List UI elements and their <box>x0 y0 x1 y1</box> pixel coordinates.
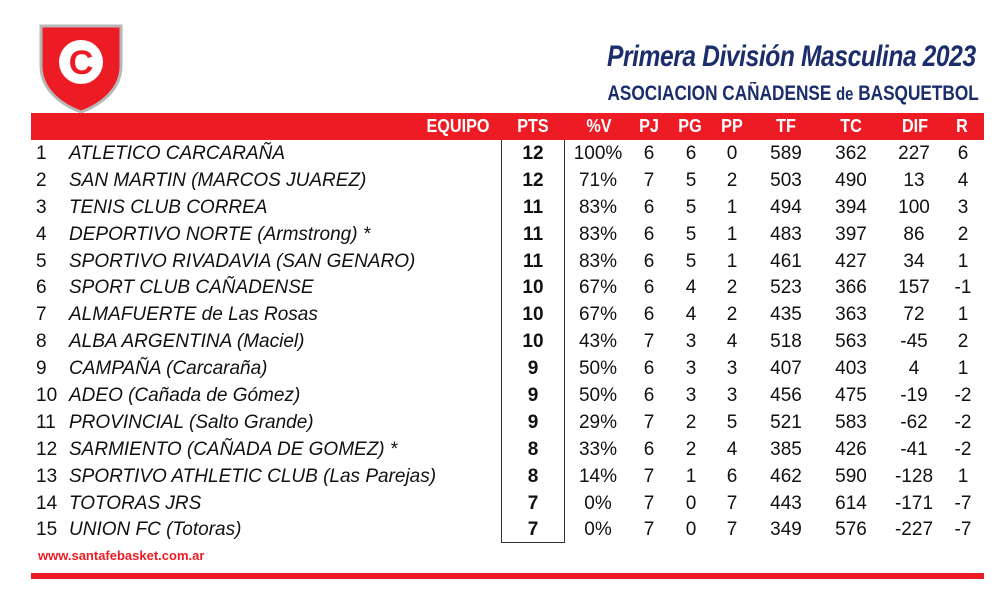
games-lost: 3 <box>726 385 738 407</box>
point-difference: 4 <box>908 358 920 380</box>
position: 5 <box>36 250 47 272</box>
games-lost: 4 <box>726 438 738 460</box>
team-name: ADEO (Cañada de Gómez) <box>69 385 301 407</box>
position: 7 <box>36 304 47 326</box>
points: 9 <box>527 411 539 433</box>
position: 9 <box>36 358 47 380</box>
games-played: 7 <box>643 465 655 487</box>
games-played: 7 <box>643 169 655 191</box>
points-for: 523 <box>770 277 802 299</box>
team-name: ALMAFUERTE de Las Rosas <box>69 304 318 326</box>
r-value: 6 <box>957 143 969 164</box>
games-played: 6 <box>643 277 655 299</box>
games-played: 7 <box>643 492 655 514</box>
point-difference: -41 <box>900 438 928 460</box>
points: 7 <box>527 492 539 514</box>
point-difference: -227 <box>894 519 934 541</box>
position: 8 <box>36 331 47 353</box>
r-value: 4 <box>957 169 969 191</box>
position: 12 <box>36 438 58 460</box>
subtitle-end: BASQUETBOL <box>858 82 979 105</box>
games-lost: 3 <box>726 358 738 380</box>
games-played: 7 <box>643 519 655 541</box>
points-for: 589 <box>770 143 802 164</box>
position: 6 <box>36 277 47 299</box>
games-won: 4 <box>685 304 697 326</box>
games-won: 5 <box>685 250 697 272</box>
points: 12 <box>522 169 544 191</box>
win-percentage: 29% <box>578 411 618 433</box>
games-won: 6 <box>685 143 697 164</box>
points-against: 426 <box>835 438 867 460</box>
points-against: 576 <box>835 519 867 541</box>
position: 15 <box>36 519 58 541</box>
table-row <box>0 436 1004 463</box>
point-difference: 72 <box>903 304 925 326</box>
table-row <box>0 409 1004 436</box>
games-won: 5 <box>685 196 697 218</box>
games-played: 6 <box>643 438 655 460</box>
r-value: 3 <box>957 196 969 218</box>
points-for: 456 <box>770 385 802 407</box>
games-lost: 1 <box>726 196 738 218</box>
games-won: 5 <box>685 223 697 245</box>
col-pj: PJ <box>639 116 659 136</box>
games-played: 7 <box>643 331 655 353</box>
win-percentage: 83% <box>578 196 618 218</box>
team-name: ATLETICO CARCARAÑA <box>69 143 286 164</box>
position: 2 <box>36 169 47 191</box>
r-value: -2 <box>954 411 972 433</box>
team-name: SAN MARTIN (MARCOS JUAREZ) <box>69 169 367 191</box>
points: 8 <box>527 465 539 487</box>
games-lost: 2 <box>726 277 738 299</box>
points-for: 349 <box>770 519 802 541</box>
points-against: 475 <box>835 385 867 407</box>
win-percentage: 0% <box>584 492 612 514</box>
games-lost: 6 <box>726 465 738 487</box>
r-value: 2 <box>957 331 969 353</box>
points: 11 <box>522 223 544 245</box>
r-value: 1 <box>957 304 969 326</box>
win-percentage: 83% <box>578 250 618 272</box>
team-name: SPORTIVO RIVADAVIA (SAN GENARO) <box>69 250 416 272</box>
standings-table <box>0 140 1004 543</box>
games-played: 6 <box>643 358 655 380</box>
win-percentage: 67% <box>578 304 618 326</box>
position: 4 <box>36 223 47 245</box>
r-value: 1 <box>957 250 969 272</box>
club-shield-logo <box>38 22 124 114</box>
games-played: 7 <box>643 411 655 433</box>
r-value: -1 <box>954 277 972 299</box>
point-difference: 100 <box>898 196 930 218</box>
games-lost: 0 <box>726 143 738 164</box>
games-won: 4 <box>685 277 697 299</box>
win-percentage: 71% <box>578 169 618 191</box>
table-row <box>0 382 1004 409</box>
games-played: 6 <box>643 196 655 218</box>
team-name: SARMIENTO (CAÑADA DE GOMEZ) * <box>69 438 398 460</box>
point-difference: -62 <box>900 411 928 433</box>
position: 3 <box>36 196 47 218</box>
col-tc: TC <box>840 116 862 136</box>
games-lost: 2 <box>726 304 738 326</box>
win-percentage: 83% <box>578 223 618 245</box>
points: 12 <box>522 143 544 164</box>
games-lost: 1 <box>726 223 738 245</box>
table-header <box>31 113 984 140</box>
team-name: TENIS CLUB CORREA <box>69 196 268 218</box>
points-for: 443 <box>770 492 802 514</box>
points: 10 <box>522 277 544 299</box>
table-row <box>0 274 1004 301</box>
games-played: 6 <box>643 304 655 326</box>
points-for: 503 <box>770 169 802 191</box>
games-won: 2 <box>685 438 697 460</box>
position: 14 <box>36 492 58 514</box>
r-value: -2 <box>954 385 972 407</box>
points: 9 <box>527 358 539 380</box>
page-subtitle <box>608 82 979 106</box>
team-name: UNION FC (Totoras) <box>69 519 242 541</box>
win-percentage: 50% <box>578 358 618 380</box>
team-name: PROVINCIAL (Salto Grande) <box>69 411 314 433</box>
r-value: -2 <box>954 438 972 460</box>
footer-bar <box>31 573 984 579</box>
games-lost: 7 <box>726 519 738 541</box>
games-lost: 5 <box>726 411 738 433</box>
points-against: 362 <box>835 143 867 164</box>
points-against: 590 <box>835 465 867 487</box>
r-value: 1 <box>957 358 969 380</box>
table-row <box>0 463 1004 490</box>
points: 10 <box>522 331 544 353</box>
subtitle-main: ASOCIACION CAÑADENSE <box>607 82 832 105</box>
col-pct: %V <box>586 116 612 136</box>
position: 11 <box>36 411 56 433</box>
point-difference: 86 <box>903 223 925 245</box>
table-row <box>0 248 1004 275</box>
point-difference: -171 <box>894 492 934 514</box>
col-r: R <box>956 116 968 136</box>
points-against: 583 <box>835 411 867 433</box>
points-for: 462 <box>770 465 802 487</box>
points-against: 427 <box>835 250 867 272</box>
points-against: 563 <box>835 331 867 353</box>
win-percentage: 0% <box>584 519 612 541</box>
col-tf: TF <box>776 116 796 136</box>
col-pg: PG <box>678 116 702 136</box>
position: 1 <box>36 143 47 164</box>
points-for: 494 <box>770 196 802 218</box>
team-name: CAMPAÑA (Carcaraña) <box>69 358 268 380</box>
games-played: 6 <box>643 223 655 245</box>
points-for: 461 <box>770 250 802 272</box>
point-difference: -128 <box>894 465 934 487</box>
team-name: SPORT CLUB CAÑADENSE <box>69 277 314 299</box>
win-percentage: 50% <box>578 385 618 407</box>
r-value: -7 <box>954 519 972 541</box>
games-won: 2 <box>685 411 697 433</box>
points-for: 407 <box>770 358 802 380</box>
point-difference: 34 <box>903 250 925 272</box>
win-percentage: 33% <box>578 438 618 460</box>
points-for: 521 <box>770 411 802 433</box>
win-percentage: 43% <box>578 331 618 353</box>
points-against: 363 <box>835 304 867 326</box>
games-won: 3 <box>685 331 697 353</box>
points-against: 397 <box>835 223 867 245</box>
games-played: 6 <box>643 250 655 272</box>
point-difference: 13 <box>903 169 925 191</box>
table-row <box>0 328 1004 355</box>
point-difference: -19 <box>900 385 928 407</box>
table-row <box>0 194 1004 221</box>
points-against: 490 <box>835 169 867 191</box>
points-for: 435 <box>770 304 802 326</box>
table-row <box>0 301 1004 328</box>
games-lost: 7 <box>726 492 738 514</box>
team-name: ALBA ARGENTINA (Maciel) <box>69 331 305 353</box>
col-equipo: EQUIPO <box>426 116 490 136</box>
games-won: 5 <box>685 169 697 191</box>
points: 7 <box>527 519 539 541</box>
points-against: 366 <box>835 277 867 299</box>
games-lost: 4 <box>726 331 738 353</box>
point-difference: 157 <box>898 277 930 299</box>
table-row <box>0 167 1004 194</box>
points-against: 403 <box>835 358 867 380</box>
website-link[interactable]: www.santafebasket.com.ar <box>38 548 205 563</box>
position: 10 <box>36 385 58 407</box>
team-name: DEPORTIVO NORTE (Armstrong) * <box>69 223 371 245</box>
games-played: 6 <box>643 385 655 407</box>
win-percentage: 14% <box>578 465 618 487</box>
col-pp: PP <box>721 116 743 136</box>
col-dif: DIF <box>901 116 929 136</box>
r-value: -7 <box>954 492 972 514</box>
points: 9 <box>527 385 539 407</box>
team-name: TOTORAS JRS <box>69 492 202 514</box>
points-for: 385 <box>770 438 802 460</box>
table-row <box>0 221 1004 248</box>
points-against: 614 <box>835 492 867 514</box>
r-value: 2 <box>957 223 969 245</box>
team-name: SPORTIVO ATHLETIC CLUB (Las Parejas) <box>69 465 437 487</box>
points-for: 518 <box>770 331 802 353</box>
win-percentage: 67% <box>578 277 618 299</box>
points: 10 <box>522 304 544 326</box>
games-played: 6 <box>643 143 655 164</box>
points-against: 394 <box>835 196 867 218</box>
point-difference: -45 <box>900 331 928 353</box>
points: 11 <box>522 196 544 218</box>
games-lost: 1 <box>726 250 738 272</box>
subtitle-de: de <box>836 84 854 104</box>
table-row <box>0 516 1004 543</box>
table-row <box>0 355 1004 382</box>
win-percentage: 100% <box>573 143 623 164</box>
points: 8 <box>527 438 539 460</box>
games-won: 3 <box>685 385 697 407</box>
points-for: 483 <box>770 223 802 245</box>
col-pts: PTS <box>517 116 549 136</box>
table-row <box>0 140 1004 167</box>
games-lost: 2 <box>726 169 738 191</box>
point-difference: 227 <box>898 143 930 164</box>
table-row <box>0 490 1004 517</box>
games-won: 0 <box>685 492 697 514</box>
r-value: 1 <box>957 465 969 487</box>
games-won: 3 <box>685 358 697 380</box>
page-title: Primera División Masculina 2023 <box>607 40 976 73</box>
position: 13 <box>36 465 58 487</box>
games-won: 1 <box>685 465 697 487</box>
points: 11 <box>522 250 544 272</box>
logo-letter: C <box>68 44 94 82</box>
games-won: 0 <box>685 519 697 541</box>
